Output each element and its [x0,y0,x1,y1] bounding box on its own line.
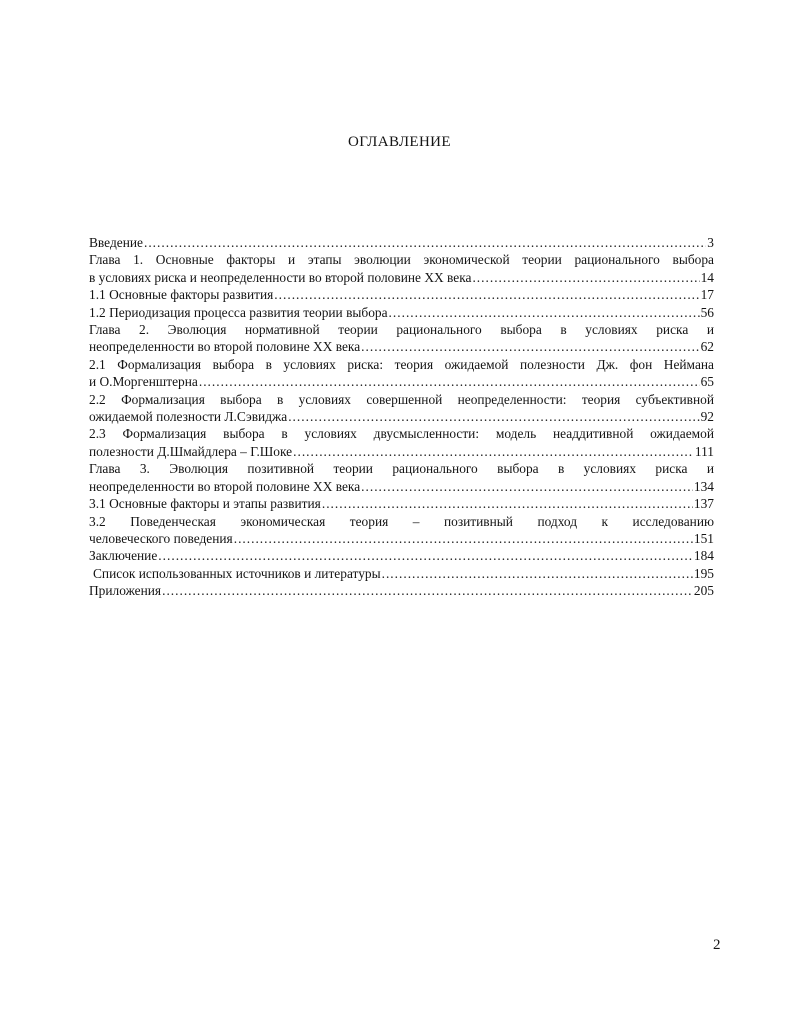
toc-page-number: 62 [700,339,714,355]
toc-entry-text: полезности Д.Шмайдлера – Г.Шоке [89,443,293,459]
toc-page-number: 134 [693,478,714,494]
toc-entry-line [89,251,714,268]
toc-entry-line [89,582,714,599]
toc-entry[interactable] [89,513,714,548]
toc-page-number: 17 [700,287,714,303]
toc-leader-dots [288,408,699,425]
toc-entry-line [89,373,714,390]
toc-entry[interactable] [89,425,714,460]
toc-leader-dots [144,234,706,251]
toc-entry[interactable] [89,565,714,582]
toc-entry-text: Глава 3. Эволюция позитивной теории рационального выбора в условиях риска и [89,461,714,477]
toc-entry-line [89,234,714,251]
toc-entry-line [89,286,714,303]
toc-leader-dots [361,338,699,355]
toc-entry-text: Введение [89,235,143,250]
toc-leader-dots [382,565,693,582]
toc-entry-line [89,460,714,477]
toc-leader-dots [361,478,693,495]
toc-entry[interactable] [89,582,714,599]
toc-entry-line [89,478,714,495]
toc-page-number: 56 [700,304,714,320]
toc-entry-line [89,443,714,460]
toc-entry-line [89,269,714,286]
toc-entry[interactable] [89,460,714,495]
toc-entry[interactable] [89,304,714,321]
toc-entry-text: ожидаемой полезности Л.Сэвиджа [89,409,288,425]
page-title: ОГЛАВЛЕНИЕ [348,134,451,150]
toc-entry[interactable] [89,286,714,303]
toc-page-number: 151 [693,530,714,546]
toc-entry-line [89,391,714,408]
toc-entry-text: в условиях риска и неопределенности во второй половине XX века [89,269,472,285]
toc-entry[interactable] [89,495,714,512]
toc-entry[interactable] [89,547,714,564]
page-number: 2 [713,937,721,953]
toc-entry-line [89,513,714,530]
toc-entry[interactable] [89,251,714,286]
toc-entry[interactable] [89,321,714,356]
toc-page-number: 3 [707,235,714,250]
toc-entry-text: Глава 2. Эволюция нормативной теории рационального выбора в условиях риска и [89,322,714,338]
toc-entry-line [89,408,714,425]
toc-entry-text: Глава 1. Основные факторы и этапы эволюции экономической теории рационального выбора [89,252,714,268]
toc-entry-text: 2.3 Формализация выбора в условиях двусмысленности: модель неаддитивной ожидаемой [89,426,714,442]
toc-page-number: 65 [700,374,714,390]
toc-entry-text: 1.2 Периодизация процесса развития теории выбора [89,304,388,320]
toc-entry-text: 1.1 Основные факторы развития [89,287,274,303]
toc-entry-line [89,304,714,321]
toc-page-number: 111 [694,443,714,459]
toc-page-number: 195 [693,565,714,581]
toc-page-number: 92 [700,409,714,425]
toc-leader-dots [162,582,693,599]
toc-entry-line [89,565,714,582]
toc-entry-line [89,425,714,442]
toc-entry-line [89,530,714,547]
toc-entry-text: неопределенности во второй половине XX века [89,478,361,494]
toc-entry-line [89,547,714,564]
toc-entry-text: человеческого поведения [89,530,233,546]
toc-entry-text: 3.2 Поведенческая экономическая теория – позитивный подход к исследованию [89,513,714,529]
toc-entry-text: и О.Моргенштерна [89,374,198,390]
toc-page-number: 184 [693,548,714,564]
toc-entry-line [89,338,714,355]
toc-entry-line [89,321,714,338]
toc-page-number: 205 [693,583,714,599]
toc-leader-dots [389,304,700,321]
toc-entry-text: Список использованных источников и литературы [93,565,381,581]
toc-leader-dots [274,286,699,303]
toc-entry[interactable] [89,234,714,251]
toc-page-number: 14 [700,269,714,285]
toc-leader-dots [293,443,694,460]
toc-leader-dots [472,269,699,286]
toc-entry-line [89,356,714,373]
toc-leader-dots [158,547,693,564]
toc-entry-text: 2.1 Формализация выбора в условиях риска: теория ожидаемой полезности Дж. фон Неймана [89,356,714,372]
toc-entry-line [89,495,714,512]
toc-leader-dots [234,530,693,547]
toc-entry-text: 2.2 Формализация выбора в условиях совершенной неопределенности: теория субъективной [89,391,714,407]
toc-leader-dots [199,373,700,390]
toc-leader-dots [322,495,693,512]
toc-entry[interactable] [89,391,714,426]
toc-entry-text: Заключение [89,548,158,564]
table-of-contents [89,234,714,600]
toc-entry-text: 3.1 Основные факторы и этапы развития [89,496,321,512]
toc-entry[interactable] [89,356,714,391]
toc-page-number: 137 [693,496,714,512]
toc-entry-text: Приложения [89,583,162,599]
toc-entry-text: неопределенности во второй половине XX века [89,339,361,355]
